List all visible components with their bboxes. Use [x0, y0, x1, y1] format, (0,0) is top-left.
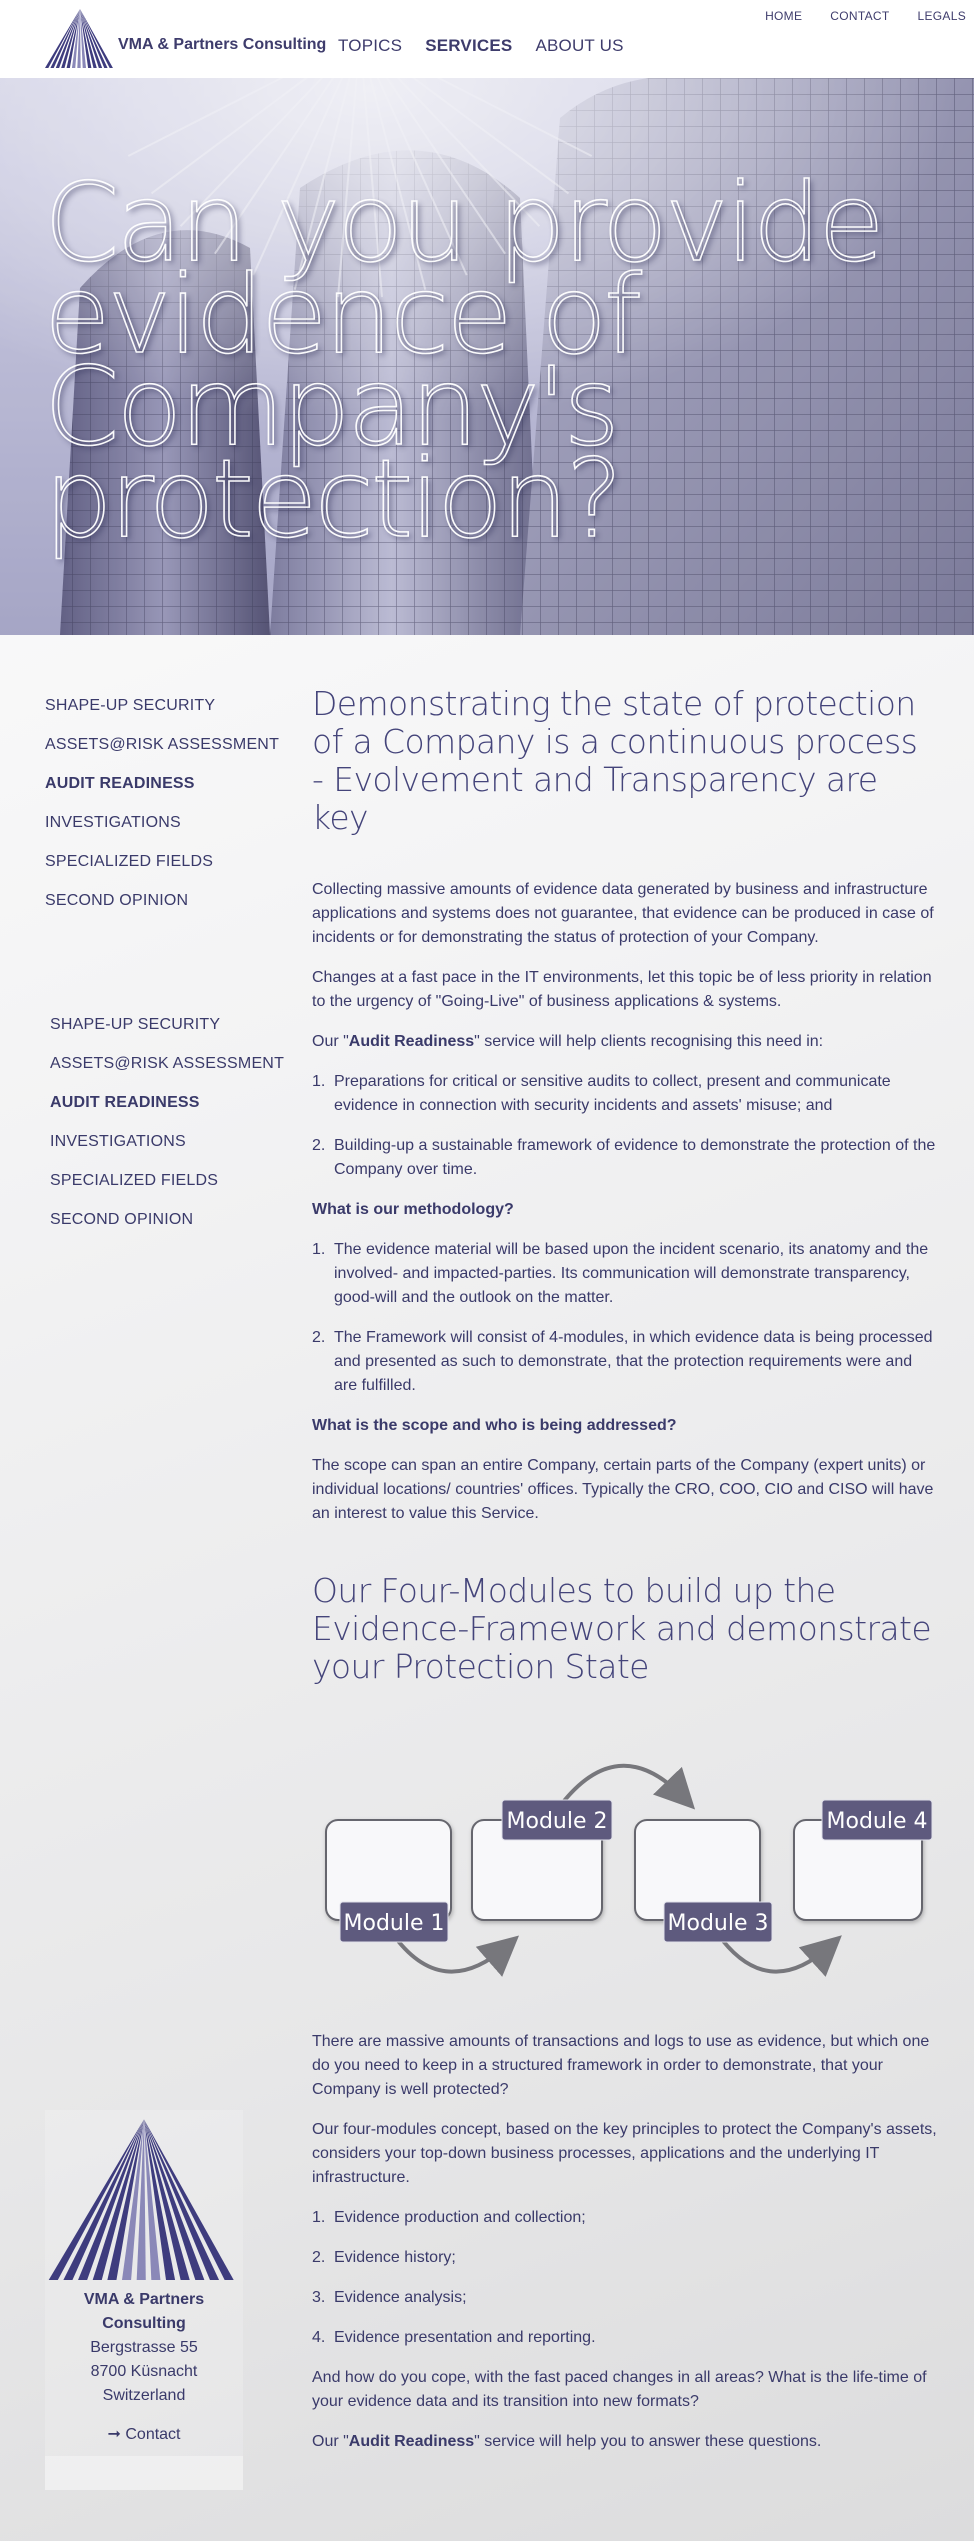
- sidebar-item-specialized-fields[interactable]: SPECIALIZED FIELDS: [50, 1172, 219, 1189]
- contact-link[interactable]: ➞ Contact: [107, 2426, 181, 2443]
- module-label-4: Module 4: [826, 1809, 928, 1834]
- list-item: 2. The Framework will consist of 4-modules, in which evidence data is being processed and presented as such to demonstrate, that the protection requirements were and are fulfilled.: [312, 1329, 933, 1394]
- sidebar-item-assets-risk-assessment[interactable]: ASSETS@RISK ASSESSMENT: [45, 736, 280, 753]
- company-name: VMA & Partners Consulting: [83, 2291, 205, 2332]
- street: Bergstrasse 55: [90, 2339, 198, 2356]
- hero-headline: [44, 161, 944, 562]
- sidebar-item-shape-up-security[interactable]: SHAPE-UP SECURITY: [50, 1016, 221, 1033]
- section-heading: Demonstrating the state of protection of a Company is a continuous process - Evolvement and Transparency are key: [312, 684, 918, 837]
- hero-banner: [0, 78, 974, 635]
- scope-heading: What is the scope and who is being addressed?: [312, 1417, 677, 1434]
- top-nav-contact[interactable]: CONTACT: [830, 9, 890, 23]
- sidebar-item-assets-risk-assessment[interactable]: ASSETS@RISK ASSESSMENT: [50, 1055, 285, 1072]
- service-name-bold: Audit Readiness: [348, 1033, 475, 1050]
- brand-name[interactable]: VMA & Partners Consulting: [118, 36, 327, 53]
- top-nav-home[interactable]: HOME: [765, 9, 803, 23]
- site-header: [0, 0, 974, 78]
- list-item: 4. Evidence presentation and reporting.: [312, 2329, 596, 2346]
- main-nav: [338, 36, 624, 56]
- service-name-bold: Audit Readiness: [348, 2433, 475, 2450]
- needs-list: [312, 1070, 938, 1182]
- paragraph: Our "Audit Readiness" service will help you to answer these questions.: [312, 2433, 822, 2450]
- country: Switzerland: [102, 2387, 186, 2404]
- sidebar-item-investigations[interactable]: INVESTIGATIONS: [45, 814, 181, 831]
- sidebar-item-second-opinion[interactable]: SECOND OPINION: [45, 892, 189, 909]
- sidebar-item-investigations[interactable]: INVESTIGATIONS: [50, 1133, 186, 1150]
- hero-line: evidence of: [44, 253, 640, 378]
- sidebar-item-shape-up-security[interactable]: SHAPE-UP SECURITY: [45, 697, 216, 714]
- module-label-1: Module 1: [343, 1911, 445, 1936]
- services-sidebar: [45, 696, 279, 930]
- methodology-heading: What is our methodology?: [312, 1201, 514, 1218]
- sidebar-item-audit-readiness[interactable]: AUDIT READINESS: [45, 775, 195, 792]
- paragraph: Changes at a fast pace in the IT environments, let this topic be of less priority in relation to the urgency of "Going-Live" of business applications & systems.: [312, 969, 932, 1010]
- hero-line: protection?: [44, 437, 621, 562]
- hero-line: Company's: [44, 345, 617, 470]
- list-item: 2. Evidence history;: [312, 2249, 456, 2266]
- paragraph: There are massive amounts of transactions and logs to use as evidence, but which one do you need to keep in a structured framework in order to demonstrate, that your Company is well protected?: [312, 2033, 930, 2098]
- list-item: 1. The evidence material will be based upon the incident scenario, its anatomy and the involved- and impacted-parties. Its communication will demonstrate transparency, good-will and the outlook on the matter.: [312, 1241, 929, 1306]
- sidebar-item-audit-readiness[interactable]: AUDIT READINESS: [50, 1094, 200, 1111]
- arrow-right-icon: ➞: [107, 2426, 121, 2443]
- module-label-2: Module 2: [506, 1809, 608, 1834]
- contact-card: [45, 2110, 243, 2490]
- list-item: 3. Evidence analysis;: [312, 2289, 467, 2306]
- paragraph: Our four-modules concept, based on the key principles to protect the Company's assets, considers your top-down business processes, applications and the underlying IT infrastructure.: [312, 2121, 937, 2186]
- paragraph: Collecting massive amounts of evidence data generated by business and infrastructure applications and systems does not guarantee, that evidence can be produced in case of incidents or for demonstrating the status of protection of your Company.: [312, 881, 934, 946]
- services-sidebar-sticky: [50, 1015, 284, 1249]
- list-item: 1. Preparations for critical or sensitive audits to collect, present and communicate evidence in connection with security incidents and assets' misuse; and: [312, 1073, 891, 1114]
- four-modules-diagram: [312, 1748, 952, 1988]
- company-address: [45, 2336, 243, 2408]
- list-item: 1. Evidence production and collection;: [312, 2209, 586, 2226]
- nav-topics[interactable]: TOPICS: [338, 36, 403, 55]
- hero-line: Can you provide: [44, 161, 882, 286]
- paragraph: And how do you cope, with the fast paced changes in all areas? What is the life-time of your evidence data and its transition into new formats?: [312, 2369, 927, 2410]
- nav-services[interactable]: SERVICES: [425, 36, 513, 55]
- section-heading: Our Four-Modules to build up the Evidence-Framework and demonstrate your Protection State: [312, 1571, 932, 1686]
- four-modules-content: [312, 2030, 938, 2470]
- four-modules-section: [312, 1572, 938, 1686]
- top-nav: [765, 9, 966, 23]
- sidebar-item-second-opinion[interactable]: SECOND OPINION: [50, 1211, 194, 1228]
- methodology-list: [312, 1238, 938, 1398]
- sidebar-item-specialized-fields[interactable]: SPECIALIZED FIELDS: [45, 853, 214, 870]
- module-label-3: Module 3: [667, 1911, 769, 1936]
- nav-about-us[interactable]: ABOUT US: [535, 36, 624, 55]
- list-item: 2. Building-up a sustainable framework of evidence to demonstrate the protection of the Company over time.: [312, 1137, 936, 1178]
- modules-list: [312, 2206, 938, 2350]
- paragraph: The scope can span an entire Company, certain parts of the Company (expert units) or individual locations/ countries' offices. Typically the CRO, COO, CIO and CISO will have an interest to value this Service.: [312, 1457, 934, 1522]
- city: 8700 Küsnacht: [90, 2363, 198, 2380]
- paragraph: Our "Audit Readiness" service will help clients recognising this need in:: [312, 1033, 824, 1050]
- vma-logo-icon[interactable]: [44, 8, 116, 70]
- card-footer-strip: [45, 2456, 243, 2490]
- audit-readiness-content: [312, 685, 938, 1542]
- top-nav-legals[interactable]: LEGALS: [917, 9, 966, 23]
- vma-large-logo-icon: [46, 2116, 242, 2286]
